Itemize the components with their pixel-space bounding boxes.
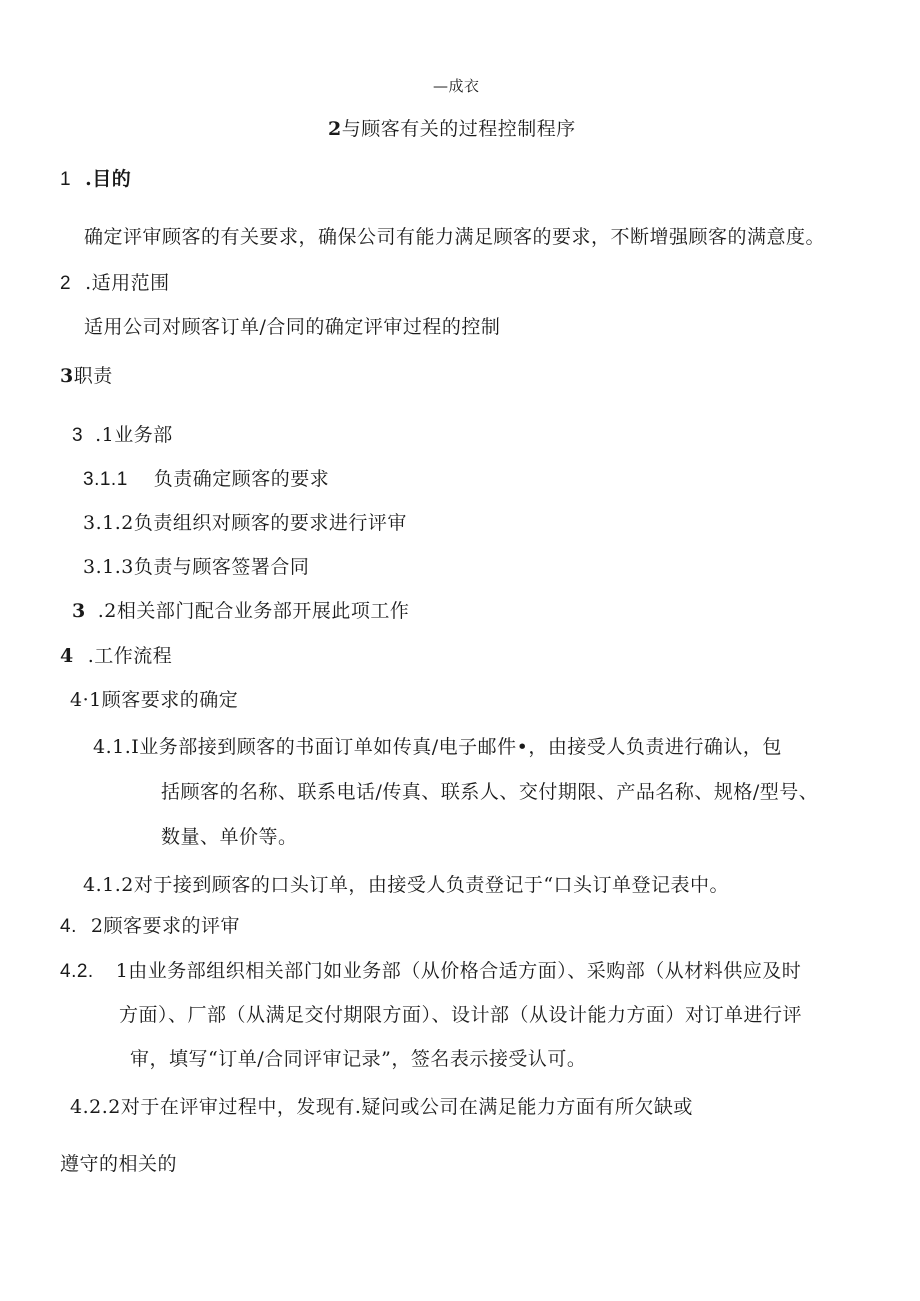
subsection-number: 4. [60, 916, 77, 937]
section-1-body: 确定评审顾客的有关要求，确保公司有能力满足顾客的要求，不断增强顾客的满意度。 [84, 226, 826, 248]
subsection-title: .1业务部 [95, 424, 173, 446]
title-text: 与顾客有关的过程控制程序 [341, 118, 576, 140]
item-3-1-3: 3.1.3负责与顾客签署合同 [83, 556, 310, 578]
item-4-1-1-line-2: 括顾客的名称、联系电话/传真、联系人、交付期限、产品名称、规格/型号、 [161, 781, 819, 803]
subsection-4-2 [60, 914, 240, 939]
section-title: 职责 [73, 365, 113, 387]
item-4-2-1-line-1 [60, 959, 801, 984]
item-number: 4.2. [60, 961, 94, 982]
header-mark: —成衣 [433, 77, 480, 95]
section-1-heading [60, 167, 131, 192]
subsection-3-1 [72, 423, 173, 448]
item-3-1-2: 3.1.2负责组织对顾客的要求进行评审 [83, 512, 407, 534]
subsection-number: 3 [72, 425, 84, 446]
item-4-2-1-line-2: 方面）、厂部（从满足交付期限方面）、设计部（从设计能力方面）对订单进行评 [119, 1004, 803, 1026]
item-text: 1由业务部组织相关部门如业务部（从价格合适方面）、采购部（从材料供应及时 [115, 960, 802, 982]
subsection-number: 3 [72, 600, 86, 622]
item-4-2-2: 4.2.2对于在评审过程中，发现有.疑问或公司在满足能力方面有所欠缺或 [70, 1096, 693, 1118]
item-number: 3.1.1 [83, 469, 128, 490]
item-text: 负责确定顾客的要求 [153, 468, 330, 490]
title-number: 2 [328, 118, 342, 140]
section-number: 2 [60, 273, 72, 294]
trailing-text: 遵守的相关的 [60, 1153, 178, 1175]
section-title: .目的 [85, 168, 132, 190]
subsection-3-2 [72, 599, 409, 623]
item-4-1-1-line-1: 4.1.I业务部接到顾客的书面订单如传真/电子邮件•，由接受人负责进行确认，包 [93, 736, 782, 758]
section-2-heading [60, 271, 170, 296]
section-title: .工作流程 [87, 645, 173, 667]
section-3-heading [60, 364, 113, 388]
item-4-1-2: 4.1.2对于接到顾客的口头订单，由接受人负责登记于“口头订单登记表中。 [83, 874, 730, 896]
item-4-1-1-line-3: 数量、单价等。 [161, 826, 298, 848]
section-number: 3 [60, 365, 74, 387]
page-title [328, 117, 576, 141]
section-number: 4 [60, 645, 74, 667]
section-2-body: 适用公司对顾客订单/合同的确定评审过程的控制 [84, 316, 501, 338]
subsection-4-1: 4·1顾客要求的确定 [70, 689, 239, 711]
section-4-heading [60, 644, 172, 668]
item-3-1-1 [83, 467, 329, 492]
subsection-title: 2顾客要求的评审 [90, 915, 240, 937]
section-title: .适用范围 [85, 272, 170, 294]
subsection-text: .2相关部门配合业务部开展此项工作 [97, 600, 410, 622]
section-number: 1 [60, 169, 72, 190]
item-4-2-1-line-3: 审，填写“订单/合同评审记录”，签名表示接受认可。 [130, 1048, 587, 1070]
